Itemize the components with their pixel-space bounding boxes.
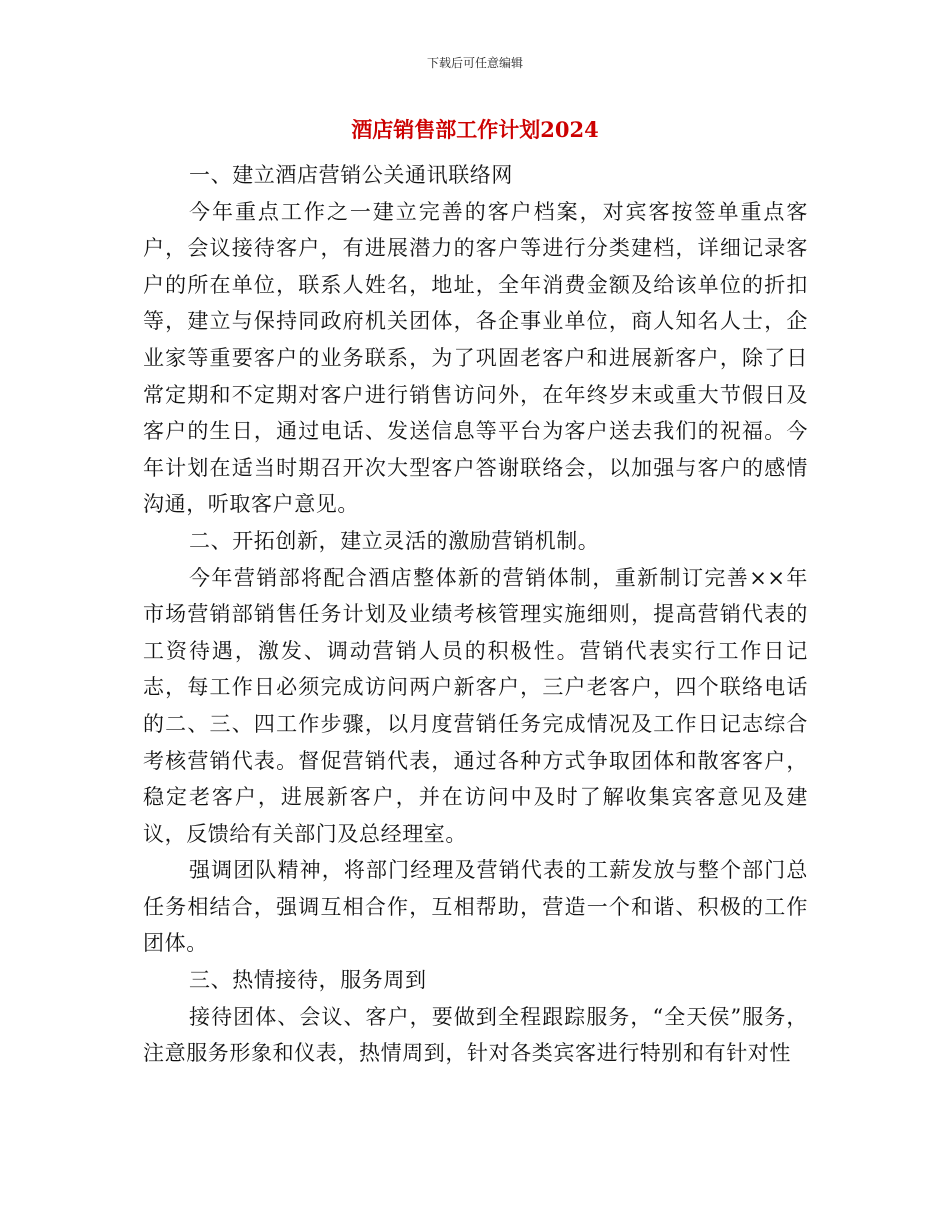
header-note: 下载后可任意编辑 bbox=[426, 56, 523, 70]
section-heading-1: 一、建立酒店营销公关通讯联络网 bbox=[189, 163, 513, 187]
paragraph-customer-archive: 今年重点工作之一建立完善的客户档案，对宾客按签单重点客户，会议接待客户，有进展潜力的客户等进行分类建档，详细记录客户的所在单位，联系人姓名，地址，全年消费金额及给该单位的折扣等，建立与保持同政府机关团体，各企事业单位，商人知名人士，企业家等重要客户的业务联系，为了巩固老客户和进展新客户，除了日常定期和不定期对客户进行销售访问外，在年终岁末或重大节假日及客户的生日，通过电话、发送信息等平台为客户送去我们的祝福。今年计划在适当时期召开次大型客户答谢联络会，以加强与客户的感情沟通，听取客户意见。 bbox=[143, 199, 808, 517]
paragraph-incentive-mechanism: 今年营销部将配合酒店整体新的营销体制，重新制订完善××年市场营销部销售任务计划及业绩考核管理实施细则，提高营销代表的工资待遇，激发、调动营销人员的积极性。营销代表实行工作日记志，每工作日必须完成访问两户新客户，三户老客户，四个联络电话的二、三、四工作步骤，以月度营销任务完成情况及工作日记志综合考核营销代表。督促营销代表，通过各种方式争取团体和散客客户，稳定老客户，进展新客户，并在访问中及时了解收集宾客意见及建议，反馈给有关部门及总经理室。 bbox=[143, 565, 808, 846]
document-title: 酒店销售部工作计划2024 bbox=[351, 117, 599, 142]
paragraph-team-spirit: 强调团队精神，将部门经理及营销代表的工薪发放与整个部门总任务相结合，强调互相合作，互相帮助，营造一个和谐、积极的工作团体。 bbox=[143, 858, 808, 956]
document-body bbox=[143, 157, 808, 1072]
section-heading-2: 二、开拓创新，建立灵活的激励营销机制。 bbox=[189, 528, 600, 553]
section-heading-3: 三、热情接待，服务周到 bbox=[189, 968, 427, 993]
paragraph-reception-service: 接待团体、会议、客户，要做到全程跟踪服务，“全天侯”服务，注意服务形象和仪表，热情周到，针对各类宾客进行特别和有针对性 bbox=[143, 1004, 808, 1066]
